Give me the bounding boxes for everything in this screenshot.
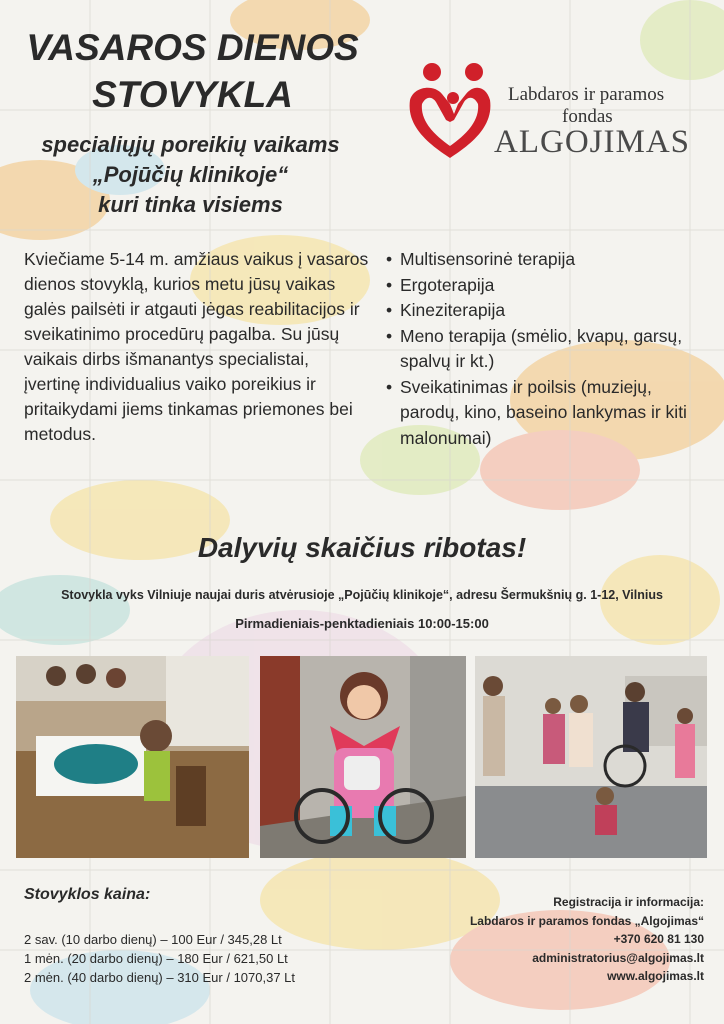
service-item: • Meno terapija (smėlio, kvapų, garsų, spalvų ir kt.) (386, 324, 716, 375)
opening-hours: Pirmadieniais-penktadieniais 10:00-15:00 (235, 616, 489, 631)
price-item: 2 sav. (10 darbo dienų) – 100 Eur / 345,28 Lt (24, 932, 282, 947)
service-item: • Ergoterapija (386, 273, 716, 299)
price-item: 1 mėn. (20 darbo dienų) – 180 Eur / 621,50 Lt (24, 951, 288, 966)
contact-phone[interactable]: +370 620 81 130 (613, 932, 704, 946)
subtitle-line-1: specialiųjų poreikių vaikams (41, 132, 340, 157)
contact-block (470, 893, 704, 986)
subtitle-line-3: kuri tinka visiems (98, 192, 283, 217)
price-heading: Stovyklos kaina: (24, 886, 151, 903)
title-line-2: STOVYKLA (92, 74, 293, 115)
page-subtitle (18, 130, 363, 220)
foundation-logo (402, 58, 712, 168)
photo-painting-activity (16, 656, 249, 858)
contact-email[interactable]: administratorius@algojimas.lt (532, 950, 704, 965)
service-item: • Sveikatinimas ir poilsis (muziejų, parodų, kino, baseino lankymas ir kiti malonumai) (386, 375, 716, 452)
logo-text-line-1: Labdaros ir paramos (508, 84, 665, 105)
subtitle-line-2: „Pojūčių klinikoje“ (92, 162, 289, 187)
camp-address: Stovykla vyks Vilniuje naujai duris atvėrusioje „Pojūčių klinikoje“, adresu Šermukšnių g. 1-12, Vilnius (61, 588, 663, 602)
photo-girl-wheelchair (260, 656, 466, 858)
limited-participants-heading: Dalyvių skaičius ribotas! (197, 532, 527, 563)
title-line-1: VASAROS DIENOS (26, 27, 359, 68)
contact-heading: Registracija ir informacija: (553, 895, 704, 909)
price-item: 2 mėn. (40 darbo dienų) – 310 Eur / 1070,37 Lt (24, 970, 296, 985)
page-title (20, 24, 365, 118)
services-list (386, 247, 716, 451)
intro-paragraph: Kviečiame 5-14 m. amžiaus vaikus į vasaros dienos stovyklą, kurios metu jūsų vaikas galės pailsėti ir atgauti jėgas reabilitacijos ir sveikatinimo procedūrų pagalba. Su jūsų vaikais dirbs išmanantys specialistai, įvertinę individualius vaiko poreikius ir pritaikydami jiems tinkamas priemones bei metodus. (24, 249, 369, 444)
price-list (24, 930, 295, 987)
contact-website[interactable]: www.algojimas.lt (607, 969, 704, 983)
logo-text-line-2: fondas (562, 106, 613, 127)
service-item: • Kineziterapija (386, 298, 716, 324)
photo-group-activity (475, 656, 707, 858)
service-item: • Multisensorinė terapija (386, 247, 716, 273)
family-heart-icon (402, 58, 498, 168)
contact-organization: Labdaros ir paramos fondas „Algojimas“ (469, 913, 704, 928)
logo-text-name: ALGOJIMAS (494, 124, 691, 160)
